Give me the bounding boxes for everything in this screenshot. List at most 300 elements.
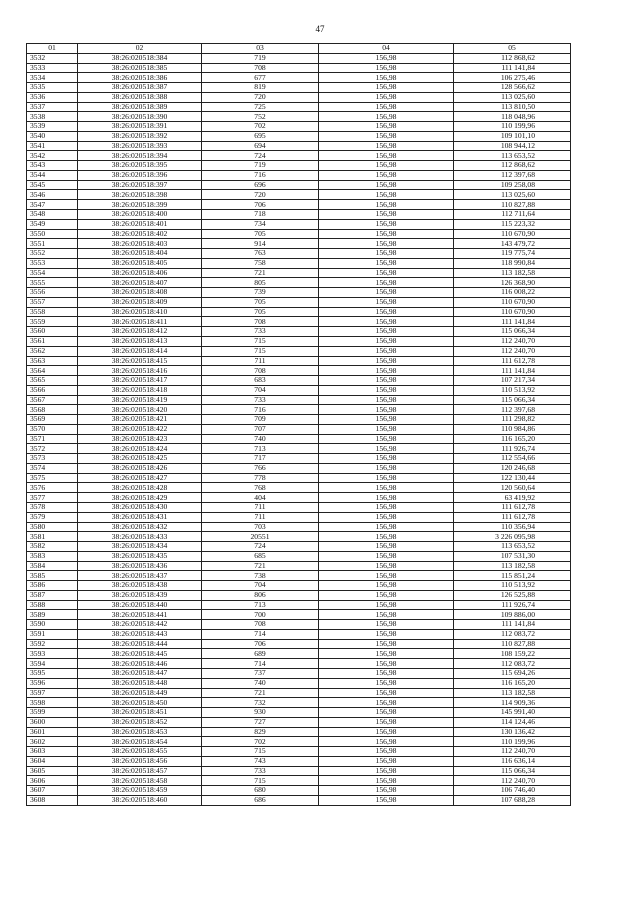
cadastral-value-cell: 107 531,30 [454,551,571,561]
cadastral-number-cell: 38:26:020518:441 [78,610,202,620]
area-cell: 708 [202,366,319,376]
cadastral-value-cell: 110 827,88 [454,639,571,649]
row-number-cell: 3566 [27,385,78,395]
rate-cell: 156,98 [319,795,454,805]
area-cell: 715 [202,346,319,356]
cadastral-number-cell: 38:26:020518:404 [78,249,202,259]
table-row [27,278,571,288]
cadastral-number-cell: 38:26:020518:411 [78,317,202,327]
rate-cell: 156,98 [319,122,454,132]
table-row [27,258,571,268]
table-row [27,659,571,669]
row-number-cell: 3543 [27,161,78,171]
rate-cell: 156,98 [319,219,454,229]
cadastral-number-cell: 38:26:020518:454 [78,737,202,747]
cadastral-value-cell: 110 984,86 [454,424,571,434]
row-number-cell: 3608 [27,795,78,805]
cadastral-number-cell: 38:26:020518:397 [78,180,202,190]
cadastral-value-cell: 3 226 095,98 [454,532,571,542]
cadastral-value-cell: 114 909,36 [454,698,571,708]
table-row [27,356,571,366]
rate-cell: 156,98 [319,395,454,405]
cadastral-number-cell: 38:26:020518:402 [78,229,202,239]
table-row [27,600,571,610]
cadastral-number-cell: 38:26:020518:435 [78,551,202,561]
rate-cell: 156,98 [319,63,454,73]
cadastral-value-cell: 110 513,92 [454,581,571,591]
table-row [27,776,571,786]
table-row [27,151,571,161]
row-number-cell: 3567 [27,395,78,405]
table-row [27,688,571,698]
cadastral-number-cell: 38:26:020518:393 [78,141,202,151]
row-number-cell: 3534 [27,73,78,83]
area-cell: 686 [202,795,319,805]
cadastral-value-cell: 120 560,64 [454,483,571,493]
area-cell: 694 [202,141,319,151]
cadastral-value-cell: 110 670,90 [454,297,571,307]
cadastral-number-cell: 38:26:020518:394 [78,151,202,161]
table-row [27,454,571,464]
column-header-03: 03 [202,44,319,54]
table-row [27,737,571,747]
area-cell: 805 [202,278,319,288]
area-cell: 720 [202,92,319,102]
row-number-cell: 3538 [27,112,78,122]
cadastral-value-cell: 111 141,84 [454,317,571,327]
table-row [27,512,571,522]
rate-cell: 156,98 [319,473,454,483]
cadastral-number-cell: 38:26:020518:406 [78,268,202,278]
table-row [27,698,571,708]
cadastral-value-cell: 113 182,58 [454,561,571,571]
cadastral-value-cell: 112 397,68 [454,170,571,180]
table-row [27,756,571,766]
rate-cell: 156,98 [319,366,454,376]
table-row [27,249,571,259]
rate-cell: 156,98 [319,717,454,727]
area-cell: 718 [202,210,319,220]
row-number-cell: 3604 [27,756,78,766]
cadastral-value-table [26,43,571,806]
row-number-cell: 3598 [27,698,78,708]
area-cell: 737 [202,669,319,679]
area-cell: 725 [202,102,319,112]
row-number-cell: 3557 [27,297,78,307]
row-number-cell: 3589 [27,610,78,620]
row-number-cell: 3560 [27,327,78,337]
row-number-cell: 3601 [27,727,78,737]
area-cell: 743 [202,756,319,766]
table-row [27,620,571,630]
row-number-cell: 3544 [27,170,78,180]
rate-cell: 156,98 [319,561,454,571]
cadastral-value-cell: 120 246,68 [454,463,571,473]
cadastral-value-cell: 116 636,14 [454,756,571,766]
rate-cell: 156,98 [319,581,454,591]
cadastral-number-cell: 38:26:020518:413 [78,336,202,346]
area-cell: 711 [202,502,319,512]
cadastral-number-cell: 38:26:020518:422 [78,424,202,434]
row-number-cell: 3539 [27,122,78,132]
table-row [27,766,571,776]
cadastral-value-cell: 113 182,58 [454,268,571,278]
cadastral-number-cell: 38:26:020518:429 [78,493,202,503]
area-cell: 704 [202,581,319,591]
cadastral-number-cell: 38:26:020518:426 [78,463,202,473]
area-cell: 706 [202,639,319,649]
page-number: 47 [315,24,325,34]
cadastral-value-cell: 110 827,88 [454,200,571,210]
rate-cell: 156,98 [319,161,454,171]
cadastral-value-cell: 113 025,60 [454,92,571,102]
table-row [27,385,571,395]
rate-cell: 156,98 [319,307,454,317]
rate-cell: 156,98 [319,688,454,698]
row-number-cell: 3541 [27,141,78,151]
area-cell: 689 [202,649,319,659]
rate-cell: 156,98 [319,151,454,161]
row-number-cell: 3597 [27,688,78,698]
cadastral-value-cell: 63 419,92 [454,493,571,503]
table-row [27,708,571,718]
table-row [27,53,571,63]
area-cell: 914 [202,239,319,249]
area-cell: 707 [202,424,319,434]
rate-cell: 156,98 [319,444,454,454]
rate-cell: 156,98 [319,180,454,190]
table-row [27,727,571,737]
cadastral-value-cell: 109 258,08 [454,180,571,190]
cadastral-value-cell: 126 525,88 [454,590,571,600]
area-cell: 680 [202,786,319,796]
row-number-cell: 3563 [27,356,78,366]
cadastral-number-cell: 38:26:020518:427 [78,473,202,483]
table-row [27,786,571,796]
cadastral-number-cell: 38:26:020518:384 [78,53,202,63]
row-number-cell: 3593 [27,649,78,659]
row-number-cell: 3579 [27,512,78,522]
row-number-cell: 3562 [27,346,78,356]
area-cell: 732 [202,698,319,708]
table-row [27,210,571,220]
cadastral-number-cell: 38:26:020518:458 [78,776,202,786]
cadastral-number-cell: 38:26:020518:395 [78,161,202,171]
cadastral-value-cell: 145 991,40 [454,708,571,718]
cadastral-number-cell: 38:26:020518:452 [78,717,202,727]
table-row [27,336,571,346]
row-number-cell: 3548 [27,210,78,220]
cadastral-value-cell: 112 083,72 [454,659,571,669]
cadastral-value-cell: 111 612,78 [454,356,571,366]
cadastral-number-cell: 38:26:020518:425 [78,454,202,464]
area-cell: 685 [202,551,319,561]
table-row [27,395,571,405]
row-number-cell: 3559 [27,317,78,327]
cadastral-value-cell: 112 868,62 [454,53,571,63]
cadastral-number-cell: 38:26:020518:421 [78,415,202,425]
rate-cell: 156,98 [319,170,454,180]
cadastral-value-cell: 109 886,00 [454,610,571,620]
rate-cell: 156,98 [319,288,454,298]
cadastral-number-cell: 38:26:020518:433 [78,532,202,542]
rate-cell: 156,98 [319,92,454,102]
cadastral-number-cell: 38:26:020518:398 [78,190,202,200]
cadastral-number-cell: 38:26:020518:444 [78,639,202,649]
row-number-cell: 3535 [27,83,78,93]
area-cell: 713 [202,444,319,454]
cadastral-value-cell: 113 653,52 [454,151,571,161]
cadastral-value-cell: 107 217,34 [454,376,571,386]
rate-cell: 156,98 [319,708,454,718]
table-row [27,463,571,473]
cadastral-number-cell: 38:26:020518:403 [78,239,202,249]
table-row [27,590,571,600]
area-cell: 752 [202,112,319,122]
cadastral-value-cell: 115 694,26 [454,669,571,679]
area-cell: 705 [202,297,319,307]
cadastral-value-cell: 111 612,78 [454,502,571,512]
row-number-cell: 3536 [27,92,78,102]
row-number-cell: 3551 [27,239,78,249]
row-number-cell: 3552 [27,249,78,259]
cadastral-value-cell: 126 368,90 [454,278,571,288]
table-row [27,493,571,503]
row-number-cell: 3555 [27,278,78,288]
table-row [27,73,571,83]
area-cell: 683 [202,376,319,386]
row-number-cell: 3580 [27,522,78,532]
rate-cell: 156,98 [319,747,454,757]
rate-cell: 156,98 [319,317,454,327]
row-number-cell: 3546 [27,190,78,200]
area-cell: 708 [202,63,319,73]
row-number-cell: 3584 [27,561,78,571]
area-cell: 734 [202,219,319,229]
cadastral-value-cell: 110 513,92 [454,385,571,395]
rate-cell: 156,98 [319,83,454,93]
cadastral-number-cell: 38:26:020518:396 [78,170,202,180]
row-number-cell: 3588 [27,600,78,610]
area-cell: 708 [202,317,319,327]
area-cell: 696 [202,180,319,190]
column-header-02: 02 [78,44,202,54]
table-row [27,669,571,679]
cadastral-number-cell: 38:26:020518:387 [78,83,202,93]
row-number-cell: 3540 [27,131,78,141]
cadastral-value-cell: 111 926,74 [454,444,571,454]
area-cell: 703 [202,522,319,532]
cadastral-number-cell: 38:26:020518:391 [78,122,202,132]
rate-cell: 156,98 [319,669,454,679]
cadastral-number-cell: 38:26:020518:438 [78,581,202,591]
cadastral-value-cell: 111 926,74 [454,600,571,610]
cadastral-number-cell: 38:26:020518:386 [78,73,202,83]
table-row [27,532,571,542]
rate-cell: 156,98 [319,454,454,464]
rate-cell: 156,98 [319,327,454,337]
rate-cell: 156,98 [319,278,454,288]
cadastral-number-cell: 38:26:020518:414 [78,346,202,356]
rate-cell: 156,98 [319,346,454,356]
cadastral-number-cell: 38:26:020518:408 [78,288,202,298]
row-number-cell: 3564 [27,366,78,376]
area-cell: 740 [202,678,319,688]
row-number-cell: 3574 [27,463,78,473]
rate-cell: 156,98 [319,502,454,512]
rate-cell: 156,98 [319,659,454,669]
rate-cell: 156,98 [319,493,454,503]
row-number-cell: 3556 [27,288,78,298]
cadastral-number-cell: 38:26:020518:405 [78,258,202,268]
area-cell: 714 [202,629,319,639]
row-number-cell: 3573 [27,454,78,464]
row-number-cell: 3572 [27,444,78,454]
cadastral-number-cell: 38:26:020518:412 [78,327,202,337]
table-row [27,239,571,249]
cadastral-number-cell: 38:26:020518:419 [78,395,202,405]
row-number-cell: 3550 [27,229,78,239]
cadastral-number-cell: 38:26:020518:400 [78,210,202,220]
cadastral-value-cell: 109 101,10 [454,131,571,141]
rate-cell: 156,98 [319,405,454,415]
table-row [27,434,571,444]
rate-cell: 156,98 [319,639,454,649]
table-row [27,327,571,337]
row-number-cell: 3581 [27,532,78,542]
cadastral-value-cell: 111 141,84 [454,620,571,630]
rate-cell: 156,98 [319,463,454,473]
row-number-cell: 3602 [27,737,78,747]
cadastral-number-cell: 38:26:020518:449 [78,688,202,698]
area-cell: 724 [202,151,319,161]
cadastral-number-cell: 38:26:020518:450 [78,698,202,708]
cadastral-value-cell: 118 990,84 [454,258,571,268]
cadastral-value-cell: 112 554,66 [454,454,571,464]
table-row [27,629,571,639]
area-cell: 700 [202,610,319,620]
area-cell: 721 [202,561,319,571]
cadastral-value-cell: 110 199,96 [454,122,571,132]
area-cell: 763 [202,249,319,259]
rate-cell: 156,98 [319,131,454,141]
cadastral-value-cell: 111 141,84 [454,63,571,73]
cadastral-number-cell: 38:26:020518:420 [78,405,202,415]
rate-cell: 156,98 [319,297,454,307]
rate-cell: 156,98 [319,590,454,600]
cadastral-number-cell: 38:26:020518:439 [78,590,202,600]
area-cell: 829 [202,727,319,737]
area-cell: 715 [202,747,319,757]
table-row [27,63,571,73]
table-row [27,229,571,239]
cadastral-number-cell: 38:26:020518:436 [78,561,202,571]
cadastral-number-cell: 38:26:020518:445 [78,649,202,659]
area-cell: 719 [202,53,319,63]
rate-cell: 156,98 [319,600,454,610]
row-number-cell: 3596 [27,678,78,688]
rate-cell: 156,98 [319,434,454,444]
cadastral-value-cell: 112 240,70 [454,747,571,757]
rate-cell: 156,98 [319,766,454,776]
rate-cell: 156,98 [319,756,454,766]
rate-cell: 156,98 [319,190,454,200]
cadastral-number-cell: 38:26:020518:456 [78,756,202,766]
area-cell: 702 [202,737,319,747]
cadastral-value-cell: 112 240,70 [454,776,571,786]
rate-cell: 156,98 [319,336,454,346]
table-row [27,346,571,356]
rate-cell: 156,98 [319,786,454,796]
cadastral-value-cell: 110 356,94 [454,522,571,532]
table-row [27,678,571,688]
rate-cell: 156,98 [319,73,454,83]
cadastral-value-cell: 143 479,72 [454,239,571,249]
cadastral-value-cell: 112 711,64 [454,210,571,220]
rate-cell: 156,98 [319,737,454,747]
row-number-cell: 3558 [27,307,78,317]
rate-cell: 156,98 [319,268,454,278]
rate-cell: 156,98 [319,776,454,786]
table-row [27,131,571,141]
cadastral-number-cell: 38:26:020518:418 [78,385,202,395]
area-cell: 709 [202,415,319,425]
rate-cell: 156,98 [319,727,454,737]
cadastral-value-cell: 118 048,96 [454,112,571,122]
cadastral-number-cell: 38:26:020518:430 [78,502,202,512]
row-number-cell: 3549 [27,219,78,229]
cadastral-number-cell: 38:26:020518:424 [78,444,202,454]
cadastral-value-cell: 115 066,34 [454,766,571,776]
rate-cell: 156,98 [319,542,454,552]
area-cell: 715 [202,336,319,346]
table-row [27,161,571,171]
cadastral-value-cell: 116 165,20 [454,434,571,444]
cadastral-value-cell: 108 159,22 [454,649,571,659]
area-cell: 806 [202,590,319,600]
table-row [27,122,571,132]
cadastral-value-cell: 112 083,72 [454,629,571,639]
cadastral-value-cell: 115 066,34 [454,327,571,337]
row-number-cell: 3565 [27,376,78,386]
table-row [27,376,571,386]
cadastral-value-cell: 110 670,90 [454,307,571,317]
table-row [27,795,571,805]
table-row [27,112,571,122]
cadastral-value-cell: 116 008,22 [454,288,571,298]
cadastral-value-cell: 113 810,50 [454,102,571,112]
row-number-cell: 3586 [27,581,78,591]
cadastral-value-cell: 110 199,96 [454,737,571,747]
rate-cell: 156,98 [319,102,454,112]
cadastral-value-cell: 107 688,28 [454,795,571,805]
table-row [27,444,571,454]
cadastral-number-cell: 38:26:020518:407 [78,278,202,288]
row-number-cell: 3570 [27,424,78,434]
rate-cell: 156,98 [319,141,454,151]
cadastral-number-cell: 38:26:020518:437 [78,571,202,581]
rate-cell: 156,98 [319,424,454,434]
rate-cell: 156,98 [319,415,454,425]
cadastral-number-cell: 38:26:020518:432 [78,522,202,532]
row-number-cell: 3568 [27,405,78,415]
area-cell: 695 [202,131,319,141]
row-number-cell: 3606 [27,776,78,786]
cadastral-number-cell: 38:26:020518:385 [78,63,202,73]
area-cell: 716 [202,405,319,415]
rate-cell: 156,98 [319,649,454,659]
table-row [27,317,571,327]
